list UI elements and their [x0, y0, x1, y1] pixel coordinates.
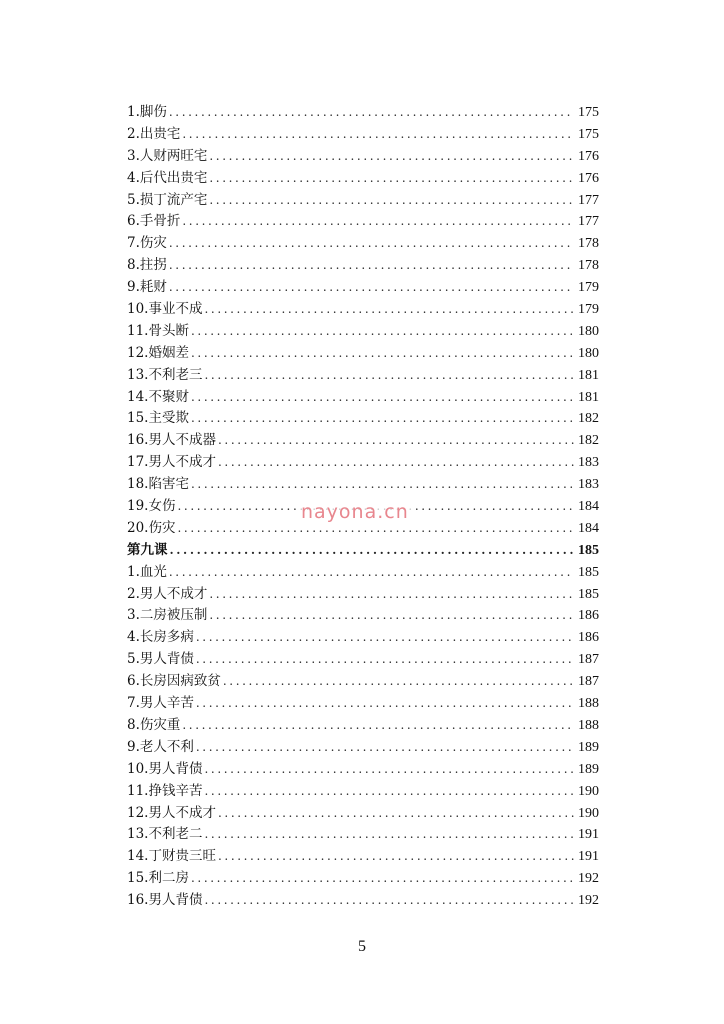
watermark: nayona.cn — [298, 500, 412, 524]
toc-entry-page-number: 175 — [578, 126, 599, 142]
dot-leader — [209, 605, 574, 627]
toc-entry-title: 15.主受欺 — [127, 410, 189, 427]
toc-entry-title: 10.事业不成 — [127, 301, 203, 318]
dot-leader — [204, 365, 574, 387]
toc-entry — [127, 387, 599, 409]
dot-leader — [169, 277, 574, 299]
toc-entry — [127, 737, 599, 759]
toc-entry — [127, 255, 599, 277]
toc-entry-page-number: 176 — [578, 170, 599, 186]
toc-entry-page-number: 191 — [578, 827, 599, 843]
dot-leader — [182, 715, 574, 737]
dot-leader — [191, 474, 574, 496]
toc-entry-title: 9.老人不利 — [127, 738, 194, 755]
toc-entry — [127, 211, 599, 233]
toc-entry-page-number: 178 — [578, 258, 599, 274]
toc-entry — [127, 890, 599, 912]
toc-entry-title: 17.男人不成才 — [127, 454, 216, 471]
toc-entry — [127, 321, 599, 343]
toc-entry-page-number: 190 — [578, 783, 599, 799]
toc-entry-title: 1.脚伤 — [127, 104, 167, 120]
toc-chapter-heading — [127, 540, 599, 562]
toc-entry-title: 14.不聚财 — [127, 388, 189, 405]
toc-entry-title: 12.男人不成才 — [127, 804, 216, 821]
toc-entry — [127, 233, 599, 255]
toc-entry-title: 15.利二房 — [127, 870, 189, 887]
toc-entry — [127, 715, 599, 737]
dot-leader — [204, 781, 574, 803]
toc-entry-page-number: 179 — [578, 280, 599, 296]
toc-entry — [127, 452, 599, 474]
toc-entry — [127, 605, 599, 627]
toc-entry-page-number: 177 — [578, 214, 599, 230]
toc-entry-page-number: 182 — [578, 411, 599, 427]
toc-entry-title: 11.骨头断 — [127, 322, 189, 339]
dot-leader — [196, 627, 574, 649]
toc-entry-title: 6.长房因病致贫 — [127, 673, 221, 690]
toc-entry-title: 3.二房被压制 — [127, 607, 208, 624]
dot-leader — [191, 387, 574, 409]
toc-entry — [127, 759, 599, 781]
toc-entry-page-number: 177 — [578, 192, 599, 208]
toc-entry-page-number: 187 — [578, 652, 599, 668]
toc-entry — [127, 649, 599, 671]
dot-leader — [169, 255, 574, 277]
dot-leader — [170, 540, 575, 562]
dot-leader — [204, 824, 574, 846]
toc-entry — [127, 277, 599, 299]
toc-entry-page-number: 179 — [578, 302, 599, 318]
toc-entry — [127, 430, 599, 452]
toc-entry — [127, 124, 599, 146]
toc-entry-title: 11.挣钱辛苦 — [127, 782, 203, 799]
toc-entry — [127, 365, 599, 387]
toc-entry-page-number: 181 — [578, 389, 599, 405]
toc-entry-title: 7.男人辛苦 — [127, 695, 194, 712]
dot-leader — [191, 868, 574, 890]
toc-entry-title: 6.手骨折 — [127, 213, 181, 230]
toc-entry-title: 2.出贵宅 — [127, 125, 181, 142]
toc-entry-page-number: 181 — [578, 367, 599, 383]
toc-entry — [127, 474, 599, 496]
toc-entry-page-number: 176 — [578, 148, 599, 164]
dot-leader — [191, 343, 574, 365]
toc-entry-page-number: 191 — [578, 849, 599, 865]
toc-entry — [127, 803, 599, 825]
toc-entry — [127, 299, 599, 321]
dot-leader — [204, 299, 574, 321]
toc-entry-page-number: 180 — [578, 345, 599, 361]
dot-leader — [191, 321, 574, 343]
toc-entry — [127, 562, 599, 584]
toc-entry-page-number: 184 — [578, 499, 599, 515]
toc-entry — [127, 693, 599, 715]
dot-leader — [196, 693, 574, 715]
dot-leader — [204, 759, 574, 781]
toc-entry-page-number: 183 — [578, 455, 599, 471]
toc-entry — [127, 102, 599, 124]
dot-leader — [196, 737, 574, 759]
toc-entry — [127, 627, 599, 649]
toc-entry-page-number: 175 — [578, 105, 599, 120]
toc-entry-title: 9.耗财 — [127, 279, 167, 296]
dot-leader — [218, 452, 574, 474]
toc-entry-title: 4.后代出贵宅 — [127, 169, 208, 186]
toc-entry — [127, 168, 599, 190]
toc-entry-title: 16.男人背债 — [127, 892, 203, 909]
toc-entry-page-number: 189 — [578, 761, 599, 777]
toc-entry — [127, 671, 599, 693]
toc-entry-page-number: 185 — [578, 564, 599, 580]
toc-entry-page-number: 192 — [578, 893, 599, 909]
toc-entry-title: 2.男人不成才 — [127, 585, 208, 602]
toc-entry-page-number: 186 — [578, 630, 599, 646]
toc-entry-page-number: 184 — [578, 520, 599, 536]
dot-leader — [209, 168, 574, 190]
dot-leader — [182, 124, 574, 146]
toc-entry — [127, 781, 599, 803]
toc-entry-title: 7.伤灾 — [127, 235, 167, 252]
dot-leader — [182, 211, 574, 233]
dot-leader — [209, 584, 574, 606]
dot-leader — [169, 102, 574, 124]
toc-entry-page-number: 180 — [578, 323, 599, 339]
toc-entry-page-number: 178 — [578, 236, 599, 252]
dot-leader — [209, 190, 574, 212]
toc-entry-title: 16.男人不成器 — [127, 432, 216, 449]
toc-entry-title: 13.不利老三 — [127, 366, 203, 383]
toc-entry-title: 8.拄拐 — [127, 257, 167, 274]
toc-entry-page-number: 192 — [578, 871, 599, 887]
toc-entry-page-number: 185 — [578, 542, 599, 558]
toc-entry-title: 18.陷害宅 — [127, 476, 189, 493]
dot-leader — [223, 671, 574, 693]
toc-entry-page-number: 188 — [578, 717, 599, 733]
dot-leader — [218, 846, 574, 868]
toc-entry-page-number: 190 — [578, 805, 599, 821]
toc-entry — [127, 824, 599, 846]
dot-leader — [169, 562, 574, 584]
toc-entry-page-number: 186 — [578, 608, 599, 624]
toc-entry-title: 13.不利老二 — [127, 826, 203, 843]
toc-entry-title: 8.伤灾重 — [127, 716, 181, 733]
toc-entry-title: 4.长房多病 — [127, 629, 194, 646]
dot-leader — [209, 146, 574, 168]
toc-entry-title: 5.损丁流产宅 — [127, 191, 208, 208]
toc-entry-title: 3.人财两旺宅 — [127, 147, 208, 164]
toc-entry-title: 第九课 — [127, 541, 168, 558]
toc-entry-page-number: 187 — [578, 674, 599, 690]
toc-entry-title: 5.男人背债 — [127, 651, 194, 668]
dot-leader — [218, 803, 574, 825]
toc-entry-page-number: 188 — [578, 696, 599, 712]
dot-leader — [204, 890, 574, 912]
toc-entry-page-number: 182 — [578, 433, 599, 449]
toc-entry — [127, 846, 599, 868]
toc-entry-title: 20.伤灾 — [127, 519, 176, 536]
dot-leader — [191, 408, 574, 430]
dot-leader — [196, 649, 574, 671]
toc-entry — [127, 190, 599, 212]
toc-entry-page-number: 185 — [578, 586, 599, 602]
toc-entry — [127, 408, 599, 430]
toc-entry-title: 1.血光 — [127, 563, 167, 580]
toc-entry — [127, 343, 599, 365]
toc-entry-title: 12.婚姻差 — [127, 344, 189, 361]
toc-entry-page-number: 189 — [578, 739, 599, 755]
page-number: 5 — [358, 938, 366, 955]
toc-entry-page-number: 183 — [578, 477, 599, 493]
toc-entry-title: 10.男人背债 — [127, 760, 203, 777]
toc-entry — [127, 868, 599, 890]
toc-entry-title: 14.丁财贵三旺 — [127, 848, 216, 865]
toc-entry — [127, 146, 599, 168]
dot-leader — [218, 430, 574, 452]
toc-entry-title: 19.女伤 — [127, 498, 176, 515]
dot-leader — [169, 233, 574, 255]
toc-entry — [127, 584, 599, 606]
